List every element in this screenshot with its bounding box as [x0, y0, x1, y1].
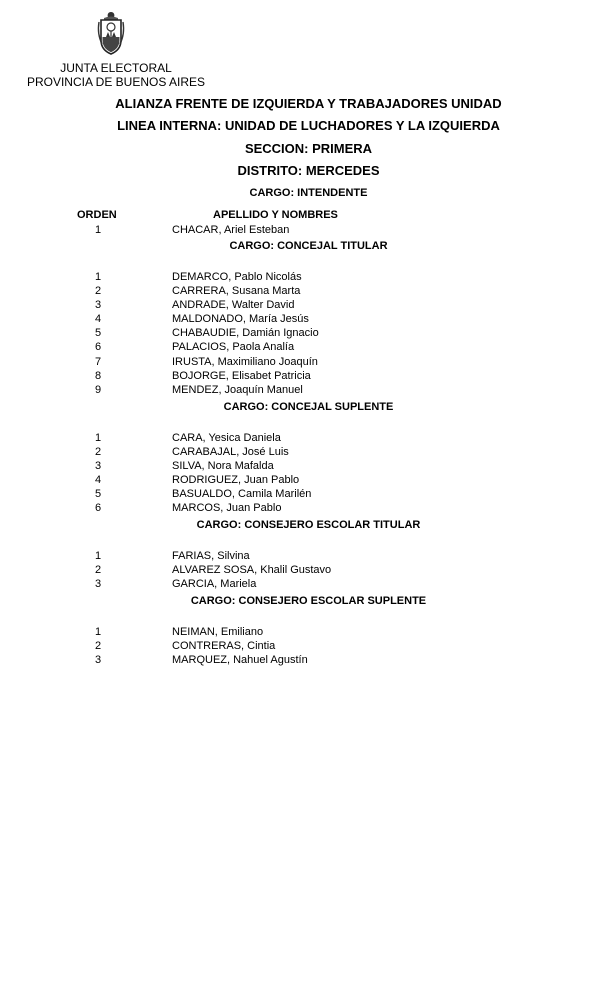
- candidate-row: [0, 445, 607, 459]
- candidate-row: [0, 312, 607, 326]
- candidate-order: 1: [94, 432, 102, 444]
- candidate-order: 3: [94, 654, 102, 667]
- candidate-name: IRUSTA, Maximiliano Joaquín: [172, 355, 318, 368]
- org-province: PROVINCIA DE BUENOS AIRES: [26, 75, 206, 89]
- column-header-order: ORDEN: [77, 209, 117, 221]
- candidate-order: 1: [94, 550, 102, 562]
- candidate-row: [0, 653, 607, 667]
- candidate-row: [0, 298, 607, 312]
- candidate-row: [0, 369, 607, 383]
- candidate-row: [0, 625, 607, 639]
- candidate-order: 8: [94, 369, 102, 382]
- cargo-heading: CARGO: CONCEJAL SUPLENTE: [223, 401, 394, 413]
- candidate-name: BASUALDO, Camila Marilén: [172, 488, 312, 501]
- candidate-order: 2: [94, 640, 102, 653]
- candidate-name: NEIMAN, Emiliano: [172, 626, 264, 638]
- candidate-name: ANDRADE, Walter David: [172, 299, 295, 312]
- candidate-row: [0, 270, 607, 284]
- candidate-order: 1: [94, 224, 102, 236]
- candidate-name: PALACIOS, Paola Analía: [172, 341, 295, 354]
- candidate-order: 4: [94, 313, 102, 326]
- candidate-order: 4: [94, 474, 102, 487]
- candidate-row: [0, 549, 607, 563]
- candidate-order: 3: [94, 578, 102, 591]
- candidate-order: 3: [94, 460, 102, 473]
- candidate-row: [0, 487, 607, 501]
- candidate-order: 6: [94, 341, 102, 354]
- candidate-order: 2: [94, 564, 102, 577]
- candidate-name: CONTRERAS, Cintia: [172, 640, 276, 653]
- provincial-seal-icon: [95, 10, 127, 56]
- section-title: SECCION: PRIMERA: [244, 141, 373, 156]
- candidate-name: CHABAUDIE, Damián Ignacio: [172, 327, 319, 340]
- candidate-row: [0, 340, 607, 354]
- candidate-name: MARQUEZ, Nahuel Agustín: [172, 654, 308, 667]
- candidate-list-concejal-suplente: [0, 431, 607, 516]
- candidate-row: [0, 223, 607, 237]
- candidate-name: MENDEZ, Joaquín Manuel: [172, 383, 303, 396]
- candidate-order: 5: [94, 327, 102, 340]
- candidate-name: GARCIA, Mariela: [172, 578, 257, 591]
- candidate-name: ALVAREZ SOSA, Khalil Gustavo: [172, 564, 332, 577]
- candidate-list-intendente: [0, 223, 607, 237]
- candidate-order: 9: [94, 383, 102, 396]
- alliance-title: ALIANZA FRENTE DE IZQUIERDA Y TRABAJADORES UNIDAD: [115, 96, 502, 111]
- cargo-heading: CARGO: CONSEJERO ESCOLAR SUPLENTE: [190, 595, 427, 607]
- candidate-name: CARA, Yesica Daniela: [172, 432, 281, 444]
- candidate-name: CHACAR, Ariel Esteban: [172, 224, 290, 236]
- column-header-names: APELLIDO Y NOMBRES: [213, 209, 338, 221]
- candidate-name: SILVA, Nora Mafalda: [172, 460, 274, 473]
- candidate-name: RODRIGUEZ, Juan Pablo: [172, 474, 300, 487]
- candidate-name: DEMARCO, Pablo Nicolás: [172, 271, 302, 283]
- candidate-order: 2: [94, 285, 102, 298]
- candidate-list-consejero-titular: [0, 549, 607, 591]
- candidate-row: [0, 501, 607, 515]
- candidate-order: 2: [94, 446, 102, 459]
- candidate-order: 5: [94, 488, 102, 501]
- candidate-row: [0, 473, 607, 487]
- candidate-row: [0, 326, 607, 340]
- candidate-row: [0, 284, 607, 298]
- candidate-name: BOJORGE, Elisabet Patricia: [172, 369, 311, 382]
- candidate-order: 6: [94, 502, 102, 515]
- candidate-name: CARABAJAL, José Luis: [172, 446, 289, 459]
- candidate-name: FARIAS, Silvina: [172, 550, 250, 562]
- candidate-order: 1: [94, 271, 102, 283]
- candidate-list-consejero-suplente: [0, 625, 607, 667]
- candidate-row: [0, 431, 607, 445]
- candidate-row: [0, 577, 607, 591]
- candidate-name: CARRERA, Susana Marta: [172, 285, 301, 298]
- cargo-heading: CARGO: CONCEJAL TITULAR: [229, 240, 388, 252]
- candidate-list-concejal-titular: [0, 270, 607, 397]
- candidate-row: [0, 383, 607, 397]
- org-name: JUNTA ELECTORAL: [60, 61, 172, 75]
- candidate-name: MALDONADO, María Jesús: [172, 313, 309, 326]
- candidate-row: [0, 459, 607, 473]
- cargo-heading: CARGO: CONSEJERO ESCOLAR TITULAR: [196, 519, 421, 531]
- candidate-row: [0, 563, 607, 577]
- district-title: DISTRITO: MERCEDES: [237, 163, 380, 178]
- candidate-order: 1: [94, 626, 102, 638]
- internal-line-title: LINEA INTERNA: UNIDAD DE LUCHADORES Y LA IZQUIERDA: [117, 118, 500, 133]
- candidate-row: [0, 355, 607, 369]
- candidate-order: 3: [94, 299, 102, 312]
- candidate-name: MARCOS, Juan Pablo: [172, 502, 282, 515]
- candidate-row: [0, 639, 607, 653]
- candidate-order: 7: [94, 355, 102, 368]
- cargo-heading: CARGO: INTENDENTE: [249, 187, 368, 199]
